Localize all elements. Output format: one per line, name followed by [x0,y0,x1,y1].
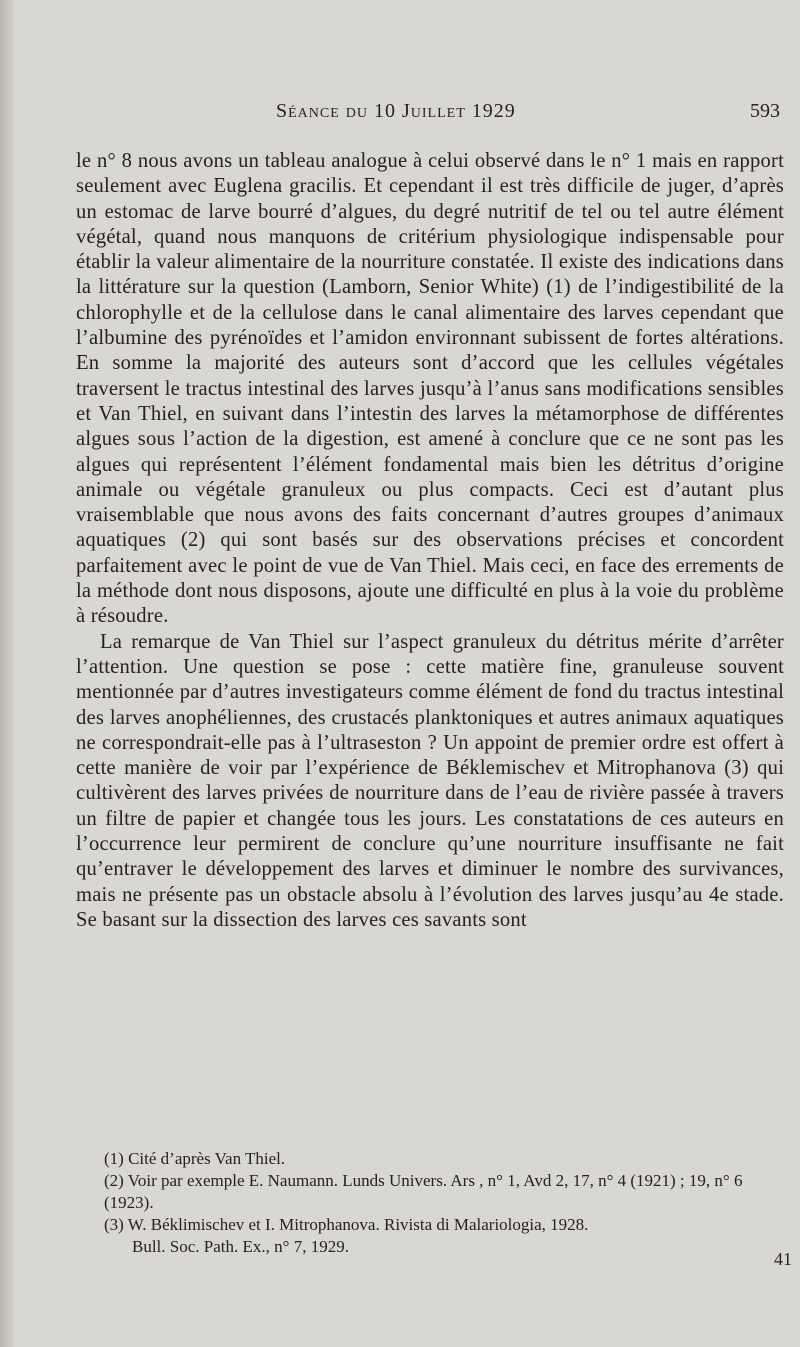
page-header [76,100,780,130]
footnote-1: (1) Cité d’après Van Thiel. [104,1149,286,1168]
page-number: 593 [750,100,780,122]
footnote-2: (2) Voir par exemple E. Naumann. Lunds Univers. Ars , n° 1, Avd 2, 17, n° 4 (1921) ; 19, n° 6 (1923). [104,1171,743,1212]
paragraph-1: le n° 8 nous avons un tableau analogue à celui observé dans le n° 1 mais en rapport seulement avec Euglena gracilis. Et cependant il est très difficile de juger, d’après un estomac de larve bourré d’algues, du degré nutritif de tel ou tel autre élément végétal, quand nous manquons de critérium physiologique indispensable pour établir la valeur alimentaire de la nourriture constatée. Il existe des indications dans la littérature sur la question (Lamborn, Senior White) (1) de l’indigestibilité de la chlorophylle et de la cellulose dans le canal alimentaire des larves cependant que l’albumine des pyrénoïdes et l’amidon environnant subissent de fortes altérations. En somme la majorité des auteurs sont d’accord que les cellules végétales traversent le tractus intestinal des larves jusqu’à l’anus sans modifications sensibles et Van Thiel, en suivant dans l’intestin des larves la métamorphose de différentes algues sous l’action de la digestion, est amené à conclure que ce ne sont pas les algues qui représentent l’élément fondamental mais bien les détritus d’origine animale ou végétale granuleux ou plus compacts. Ceci est d’autant plus vraisemblable que nous avons des faits concernant d’autres groupes d’animaux aquatiques (2) qui sont basés sur des observations précises et concordent parfaitement avec le point de vue de Van Thiel. Mais ceci, en face des errements de la méthode dont nous disposons, ajoute une difficulté en plus à la voie du problème à résoudre. [76,150,784,628]
main-text [76,149,784,933]
book-page [14,0,800,1347]
journal-line: Bull. Soc. Path. Ex., n° 7, 1929. [132,1237,349,1256]
paragraph-2: La remarque de Van Thiel sur l’aspect granuleux du détritus mérite d’arrêter l’attention. Une question se pose : cette matière fine, granuleuse souvent mentionnée par d’autres investigateurs comme élément de fond du tractus intestinal des larves anophéliennes, des crustacés planktoniques et autres animaux aquatiques ne correspondrait-elle pas à l’ultraseston ? Un appoint de premier ordre est offert à cette manière de voir par l’expérience de Béklemischev et Mitrophanova (3) qui cultivèrent des larves privées de nourriture dans de l’eau de rivière passée à travers un filtre de papier et changée tous les jours. Les constatations de ces auteurs en l’occurrence leur permirent de conclure qu’une nourriture insuffisante ne fait qu’entraver le développement des larves et diminuer le nombre des survivances, mais ne présente pas un obstacle absolu à l’évolution des larves jusqu’au 4e stade. Se basant sur la dissection des larves ces savants sont [76,630,784,931]
signature-mark: 41 [774,1249,792,1269]
footnote-3: (3) W. Béklimischev et I. Mitrophanova. Rivista di Malariologia, 1928. [104,1215,589,1234]
running-title: Séance du 10 Juillet 1929 [276,100,516,122]
page-binding-edge [0,0,14,1347]
footnotes [76,1148,784,1258]
